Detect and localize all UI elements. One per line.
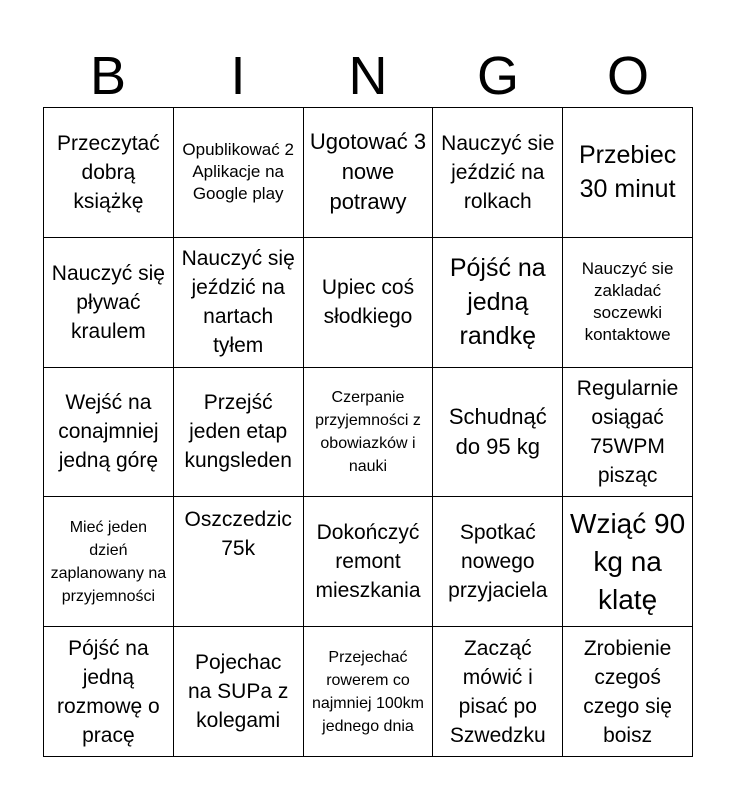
cell-text: Przeczytać dobrą książkę	[57, 131, 160, 213]
cell-text: Pójść na jedną randkę	[449, 254, 546, 351]
bingo-cell[interactable]	[174, 497, 304, 627]
bingo-cell[interactable]	[304, 627, 434, 757]
cell-text: Przejechać rowerem co najmniej 100km jednego dnia	[311, 648, 425, 735]
bingo-cell[interactable]	[44, 368, 174, 498]
bingo-cell[interactable]	[174, 238, 304, 368]
header-letter-i: I	[230, 46, 246, 106]
bingo-cell[interactable]	[44, 238, 174, 368]
bingo-cell[interactable]	[174, 627, 304, 757]
bingo-cell[interactable]	[563, 627, 693, 757]
cell-text: Przebiec 30 minut	[578, 141, 677, 204]
bingo-cell[interactable]	[433, 108, 563, 238]
cell-text: Wejść na conajmniej jedną górę	[58, 391, 159, 473]
cell-text: Nauczyć sie jeździć na rolkach	[441, 131, 555, 213]
bingo-cell[interactable]	[44, 497, 174, 627]
cell-text: Wziąć 90 kg na klatę	[570, 507, 686, 615]
bingo-cell[interactable]	[44, 627, 174, 757]
cell-text: Upiec coś słodkiego	[321, 276, 415, 329]
cell-text: Mieć jeden dzień zaplanowany na przyjemności	[50, 518, 167, 605]
bingo-cell[interactable]	[304, 497, 434, 627]
bingo-cell[interactable]	[174, 368, 304, 498]
header-letter-o: O	[606, 46, 649, 106]
bingo-cell[interactable]	[433, 627, 563, 757]
bingo-cell[interactable]	[304, 238, 434, 368]
bingo-cell[interactable]	[433, 238, 563, 368]
cell-text: Pójść na jedną rozmowę o pracę	[57, 636, 160, 747]
cell-text: Spotkać nowego przyjaciela	[448, 521, 548, 603]
cell-text: Nauczyć się jeździć na nartach tyłem	[181, 247, 295, 358]
bingo-cell[interactable]	[44, 108, 174, 238]
header-letter-g: G	[476, 46, 519, 106]
cell-text: Czerpanie przyjemności z obowiazków i nauki	[315, 388, 421, 475]
bingo-header	[43, 48, 693, 104]
cell-text: Dokończyć remont mieszkania	[315, 521, 421, 603]
bingo-cell[interactable]	[304, 108, 434, 238]
header-letter-b: B	[89, 46, 127, 106]
bingo-cell[interactable]	[563, 368, 693, 498]
bingo-cell[interactable]	[563, 238, 693, 368]
bingo-cell[interactable]	[433, 497, 563, 627]
cell-text: Pojechac na SUPa z kolegami	[187, 651, 289, 733]
cell-text: Schudnąć do 95 kg	[448, 403, 547, 459]
cell-text: Nauczyć się pływać kraulem	[51, 261, 165, 343]
bingo-cell[interactable]	[433, 368, 563, 498]
bingo-cell[interactable]	[304, 368, 434, 498]
cell-text: Nauczyć sie zakladać soczewki kontaktowe	[581, 259, 674, 345]
bingo-cell[interactable]	[563, 497, 693, 627]
cell-text: Oszczedzic 75k	[184, 508, 292, 561]
cell-text: Regularnie osiągać 75WPM pisząc	[576, 376, 679, 487]
cell-text: Ugotować 3 nowe potrawy	[309, 129, 427, 215]
bingo-cell[interactable]	[174, 108, 304, 238]
cell-text: Przejść jeden etap kungsleden	[184, 391, 292, 473]
header-letter-n: N	[348, 46, 388, 106]
cell-text: Opublikować 2 Aplikacje na Google play	[182, 140, 294, 204]
bingo-cell[interactable]	[563, 108, 693, 238]
bingo-card	[43, 107, 693, 757]
cell-text: Zacząć mówić i pisać po Szwedzku	[449, 636, 546, 747]
cell-text: Zrobienie czegoś czego się boisz	[583, 636, 672, 747]
